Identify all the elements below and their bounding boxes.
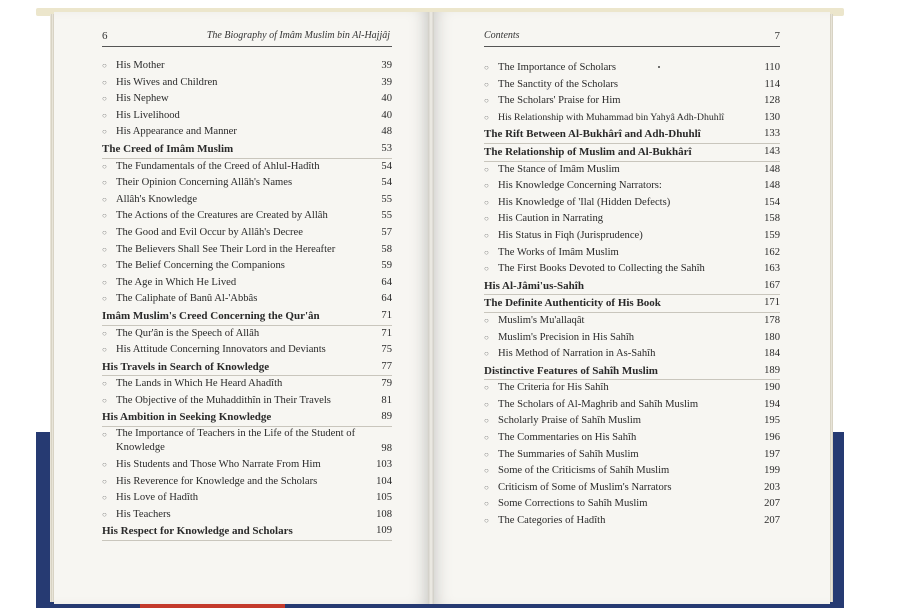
- toc-entry: [102, 291, 392, 308]
- toc-entry-page: 104: [376, 475, 392, 487]
- toc-entry-page: 64: [381, 293, 392, 305]
- toc-entry-page: 54: [381, 160, 392, 172]
- bullet-icon: ○: [484, 449, 489, 459]
- bullet-icon: ○: [102, 328, 107, 338]
- toc-entry-page: 154: [764, 196, 780, 208]
- toc-entry-title: The Objective of the Muhaddithîn in Their Travels: [116, 394, 331, 406]
- toc-entry: [102, 393, 392, 410]
- bullet-icon: ○: [102, 261, 107, 271]
- bullet-icon: ○: [102, 277, 107, 287]
- bullet-icon: ○: [484, 164, 489, 174]
- toc-entry-page: 39: [381, 76, 392, 88]
- toc-entry-title: The Rift Between Al-Bukhârî and Adh-Dhuhlî: [484, 128, 701, 141]
- toc-entry-title: The Creed of Imâm Muslim: [102, 142, 234, 155]
- toc-entry-title: The Importance of Scholars: [498, 62, 616, 73]
- bullet-icon: ○: [484, 332, 489, 342]
- toc-entry-page: 58: [381, 243, 392, 255]
- toc-entry-title: Some Corrections to Sahîh Muslim: [498, 498, 648, 510]
- bullet-icon: ○: [484, 197, 489, 207]
- toc-entry: [102, 175, 392, 192]
- toc-section-heading: [102, 409, 392, 427]
- toc-entry: [484, 245, 780, 262]
- toc-entry-title: The Actions of the Creatures are Created by Allâh: [116, 210, 328, 222]
- bullet-icon: ○: [484, 399, 489, 409]
- toc-entry-title: The Good and Evil Occur by Allâh's Decree: [116, 226, 303, 238]
- toc-entry: [102, 376, 392, 393]
- toc-section-heading: [102, 308, 392, 326]
- toc-entry-page: 64: [381, 276, 392, 288]
- toc-entry-title: The Importance of Teachers in the Life of the Student of Knowledge: [116, 428, 356, 454]
- bullet-icon: ○: [484, 516, 489, 526]
- bullet-icon: ○: [484, 264, 489, 274]
- toc-entry-title: Muslim's Mu'allaqât: [498, 314, 585, 326]
- bullet-icon: ○: [484, 96, 489, 106]
- toc-entry: [484, 110, 780, 127]
- toc-entry-page: 178: [764, 314, 780, 326]
- toc-entry: [102, 258, 392, 275]
- toc-entry: [484, 447, 780, 464]
- toc-entry-page: 75: [381, 344, 392, 356]
- toc-section-heading: [102, 141, 392, 159]
- toc-entry-title: His Livelihood: [116, 109, 180, 121]
- bullet-icon: ○: [102, 178, 107, 188]
- toc-entry: [102, 159, 392, 176]
- bullet-icon: ○: [484, 466, 489, 476]
- toc-entry: [484, 162, 780, 179]
- toc-entry-page: 103: [376, 459, 392, 471]
- toc-section-heading: [484, 126, 780, 144]
- toc-entry-page: 194: [764, 398, 780, 410]
- toc-entry-page: 167: [764, 279, 780, 291]
- toc-entry-title: His Mother: [116, 60, 165, 71]
- toc-entry-title: The Sanctity of the Scholars: [498, 78, 619, 90]
- toc-section-heading: [484, 144, 780, 162]
- toc-entry: [484, 463, 780, 480]
- toc-entry-page: 148: [764, 180, 780, 192]
- toc-entry: [484, 313, 780, 330]
- toc-entry: [102, 427, 392, 457]
- toc-entry: [484, 430, 780, 447]
- right-page-number: 7: [774, 30, 780, 42]
- toc-entry-title: His Students and Those Who Narrate From Him: [116, 459, 321, 471]
- toc-entry-title: His Wives and Children: [116, 76, 218, 88]
- toc-entry-page: 163: [764, 263, 780, 275]
- toc-entry-page: 79: [381, 378, 392, 390]
- toc-entry-page: 81: [381, 394, 392, 406]
- toc-entry-title: His Ambition in Seeking Knowledge: [102, 411, 272, 424]
- toc-entry-title: The Relationship of Muslim and Al-Bukhârî: [484, 145, 692, 158]
- toc-entry: [484, 496, 780, 513]
- bullet-icon: ○: [102, 161, 107, 171]
- bullet-icon: ○: [484, 214, 489, 224]
- bullet-icon: ○: [102, 77, 107, 87]
- toc-entry: [484, 211, 780, 228]
- toc-entry-title: The First Books Devoted to Collecting the Sahîh: [498, 263, 705, 275]
- toc-entry: [102, 507, 392, 524]
- bullet-icon: ○: [484, 181, 489, 191]
- toc-section-heading: [102, 523, 392, 541]
- bullet-icon: ○: [102, 110, 107, 120]
- toc-entry-page: 180: [764, 331, 780, 343]
- toc-entry-title: The Scholars' Praise for Him: [498, 95, 621, 107]
- bullet-icon: ○: [484, 63, 489, 72]
- left-header-rule: [102, 46, 392, 47]
- toc-entry-page: 130: [764, 111, 780, 123]
- toc-entry: [102, 124, 392, 141]
- toc-entry-page: 89: [381, 411, 392, 423]
- toc-entry-page: 196: [764, 432, 780, 444]
- toc-entry-title: The Scholars of Al-Maghrib and Sahîh Muslim: [498, 398, 699, 410]
- toc-entry-title: The Age in Which He Lived: [116, 276, 237, 288]
- bullet-icon: ○: [102, 430, 107, 440]
- bullet-icon: ○: [102, 379, 107, 389]
- toc-entry: [484, 178, 780, 195]
- toc-section-heading: [484, 363, 780, 381]
- toc-entry-title: His Knowledge Concerning Narrators:: [498, 180, 662, 192]
- toc-entry: [484, 60, 780, 77]
- toc-entry-page: 195: [764, 415, 780, 427]
- toc-entry: [102, 457, 392, 474]
- bullet-icon: ○: [484, 416, 489, 426]
- toc-entry-title: The Fundamentals of the Creed of Ahlul-Hadîth: [116, 160, 320, 172]
- toc-entry-title: The Definite Authenticity of His Book: [484, 297, 661, 310]
- left-toc-list: [102, 58, 392, 541]
- toc-entry-page: 54: [381, 177, 392, 189]
- toc-entry: [102, 91, 392, 108]
- bullet-icon: ○: [102, 395, 107, 405]
- toc-entry-page: 40: [381, 93, 392, 105]
- book-gutter: [428, 12, 434, 604]
- toc-entry-page: 207: [764, 498, 780, 510]
- toc-entry-title: His Caution in Narrating: [498, 213, 604, 225]
- toc-entry-page: 158: [764, 213, 780, 225]
- toc-entry-page: 40: [381, 109, 392, 121]
- bullet-icon: ○: [102, 294, 107, 304]
- bullet-icon: ○: [102, 127, 107, 137]
- toc-entry-title: The Caliphate of Banû Al-'Abbâs: [116, 293, 258, 305]
- toc-entry-title: The Belief Concerning the Companions: [116, 260, 285, 272]
- toc-entry-title: Imâm Muslim's Creed Concerning the Qur'ân: [102, 309, 320, 322]
- toc-entry-page: 71: [381, 309, 392, 321]
- bullet-icon: ○: [484, 315, 489, 325]
- toc-entry: [484, 228, 780, 245]
- toc-entry-page: 184: [764, 348, 780, 360]
- toc-entry: [484, 380, 780, 397]
- toc-entry-title: His Nephew: [116, 93, 169, 105]
- toc-entry: [484, 195, 780, 212]
- toc-entry-page: 114: [764, 78, 780, 90]
- bullet-icon: ○: [484, 433, 489, 443]
- bullet-icon: ○: [102, 227, 107, 237]
- toc-entry: [102, 275, 392, 292]
- toc-entry-title: The Commentaries on His Sahîh: [498, 432, 637, 444]
- toc-entry: [102, 474, 392, 491]
- toc-entry-title: His Al-Jâmi'us-Sahîh: [484, 279, 584, 292]
- toc-entry: [102, 342, 392, 359]
- toc-entry-title: The Criteria for His Sahîh: [498, 382, 609, 394]
- toc-entry-title: His Relationship with Muhammad bin Yahyâ Adh-Dhuhlî: [498, 111, 725, 123]
- bullet-icon: ○: [484, 112, 489, 122]
- toc-entry-page: 203: [764, 481, 780, 493]
- bullet-icon: ○: [102, 493, 107, 503]
- toc-section-heading: [484, 278, 780, 296]
- bullet-icon: ○: [484, 247, 489, 257]
- toc-entry-title: The Categories of Hadîth: [498, 515, 606, 527]
- toc-entry-title: His Knowledge of 'Ilal (Hidden Defects): [498, 196, 671, 208]
- toc-entry-title: The Stance of Imâm Muslim: [498, 163, 620, 175]
- toc-entry: [102, 208, 392, 225]
- toc-entry-page: 171: [764, 297, 780, 309]
- toc-entry-title: His Attitude Concerning Innovators and Deviants: [116, 344, 326, 356]
- toc-entry-page: 110: [764, 62, 780, 73]
- toc-entry: [484, 77, 780, 94]
- toc-entry-page: 133: [764, 128, 780, 140]
- toc-entry-title: His Method of Narration in As-Sahîh: [498, 348, 656, 360]
- toc-entry: [484, 330, 780, 347]
- toc-entry-page: 59: [381, 260, 392, 272]
- toc-entry: [484, 413, 780, 430]
- toc-entry-page: 48: [381, 126, 392, 138]
- left-page-number: 6: [102, 30, 108, 42]
- toc-entry-page: 55: [381, 210, 392, 222]
- toc-entry-title: The Qur'ân is the Speech of Allâh: [116, 327, 260, 339]
- toc-entry-title: His Respect for Knowledge and Scholars: [102, 525, 293, 538]
- bullet-icon: ○: [102, 509, 107, 519]
- toc-entry-page: 199: [764, 465, 780, 477]
- toc-entry-page: 109: [376, 525, 392, 537]
- bullet-icon: ○: [102, 61, 107, 70]
- toc-entry-page: 190: [764, 382, 780, 394]
- toc-entry: [102, 75, 392, 92]
- bullet-icon: ○: [102, 194, 107, 204]
- toc-entry-page: 148: [764, 163, 780, 175]
- toc-entry-title: His Reverence for Knowledge and the Scholars: [116, 475, 318, 487]
- toc-entry-title: His Love of Hadîth: [116, 492, 199, 504]
- toc-entry: [484, 261, 780, 278]
- toc-entry-page: 53: [381, 142, 392, 154]
- bullet-icon: ○: [102, 476, 107, 486]
- toc-entry-page: 39: [381, 60, 392, 71]
- toc-entry-title: Distinctive Features of Sahîh Muslim: [484, 364, 658, 377]
- toc-entry: [484, 397, 780, 414]
- toc-entry: [484, 480, 780, 497]
- toc-entry-page: 128: [764, 95, 780, 107]
- toc-entry-title: Allâh's Knowledge: [116, 193, 198, 205]
- toc-entry-title: Scholarly Praise of Sahîh Muslim: [498, 415, 642, 427]
- bullet-icon: ○: [484, 79, 489, 89]
- bullet-icon: ○: [484, 349, 489, 359]
- toc-entry-page: 55: [381, 193, 392, 205]
- toc-entry: [102, 58, 392, 75]
- toc-entry: [102, 242, 392, 259]
- toc-entry: [102, 225, 392, 242]
- toc-entry-page: 105: [376, 492, 392, 504]
- toc-entry-title: Some of the Criticisms of Sahîh Muslim: [498, 465, 670, 477]
- right-running-head: Contents: [484, 30, 520, 41]
- right-header-rule: [484, 46, 780, 47]
- bullet-icon: ○: [102, 94, 107, 104]
- toc-entry-page: 197: [764, 448, 780, 460]
- toc-entry: [102, 108, 392, 125]
- toc-entry-title: The Summaries of Sahîh Muslim: [498, 448, 639, 460]
- toc-entry: [484, 346, 780, 363]
- toc-entry: [102, 326, 392, 343]
- toc-entry-title: His Appearance and Manner: [116, 126, 237, 138]
- bullet-icon: ○: [102, 345, 107, 355]
- toc-entry-page: 162: [764, 246, 780, 258]
- toc-entry-title: Criticism of Some of Muslim's Narrators: [498, 481, 672, 493]
- toc-entry-title: His Travels in Search of Knowledge: [102, 360, 270, 373]
- bullet-icon: ○: [102, 211, 107, 221]
- bullet-icon: ○: [102, 244, 107, 254]
- toc-entry-title: The Lands in Which He Heard Ahadîth: [116, 378, 283, 390]
- bullet-icon: ○: [484, 499, 489, 509]
- toc-entry: [484, 93, 780, 110]
- toc-section-heading: [484, 295, 780, 313]
- left-running-head: The Biography of Imâm Muslim bin Al-Hajjâj: [206, 30, 390, 41]
- toc-entry: [484, 513, 780, 530]
- toc-entry-title: His Status in Fiqh (Jurisprudence): [498, 229, 643, 241]
- toc-entry-page: 98: [381, 443, 392, 455]
- bullet-icon: ○: [102, 460, 107, 470]
- bullet-icon: ○: [484, 482, 489, 492]
- toc-entry-title: His Teachers: [116, 508, 171, 520]
- toc-section-heading: [102, 359, 392, 377]
- bullet-icon: ○: [484, 230, 489, 240]
- toc-entry-page: 159: [764, 229, 780, 241]
- toc-entry-page: 207: [764, 515, 780, 527]
- toc-entry-title: The Works of Imâm Muslim: [498, 246, 619, 258]
- toc-entry-page: 71: [381, 327, 392, 339]
- toc-entry-page: 108: [376, 508, 392, 520]
- toc-entry-page: 143: [764, 145, 780, 157]
- toc-entry-title: Muslim's Precision in His Sahîh: [498, 331, 635, 343]
- toc-entry-title: Their Opinion Concerning Allâh's Names: [116, 177, 293, 189]
- toc-entry-page: 77: [381, 360, 392, 372]
- toc-entry: [102, 192, 392, 209]
- toc-entry-page: 189: [764, 364, 780, 376]
- toc-entry: [102, 490, 392, 507]
- bullet-icon: ○: [484, 383, 489, 393]
- right-toc-list: [484, 60, 780, 530]
- toc-entry-title: The Believers Shall See Their Lord in the Hereafter: [116, 243, 336, 255]
- toc-entry-page: 57: [381, 226, 392, 238]
